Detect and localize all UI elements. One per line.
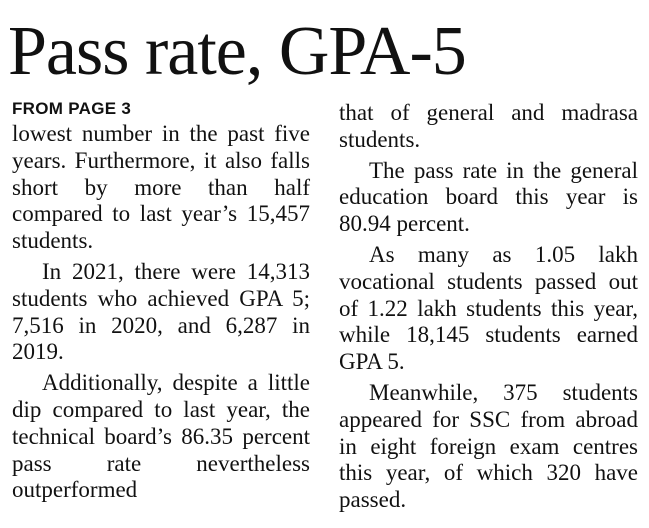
paragraph-right-4: Meanwhile, 375 students appeared for SSC from abroad in eight foreign exam centres this year, of which 320 have passed.: [339, 379, 638, 513]
paragraph-right-2: The pass rate in the general education board this year is 80.94 percent.: [339, 157, 638, 237]
left-column: [12, 121, 310, 508]
headline: Pass rate, GPA-5: [8, 13, 466, 90]
paragraph-right-3: As many as 1.05 lakh vocational students passed out of 1.22 lakh students this year, while 18,145 students earned GPA 5.: [339, 241, 638, 375]
paragraph-right-1: that of general and madrasa students.: [339, 100, 638, 152]
paragraph-left-2: In 2021, there were 14,313 students who achieved GPA 5; 7,516 in 2020, and 6,287 in 2019.: [12, 258, 310, 365]
right-column: [339, 100, 638, 518]
paragraph-left-3: Additionally, despite a little dip compared to last year, the technical board’s 86.35 percent pass rate nevertheless outperformed: [12, 370, 310, 503]
from-page-kicker: FROM PAGE 3: [12, 99, 132, 118]
paragraph-left-1: lowest number in the past five years. Furthermore, it also falls short by more than half compared to last year’s 15,457 students.: [12, 121, 310, 254]
